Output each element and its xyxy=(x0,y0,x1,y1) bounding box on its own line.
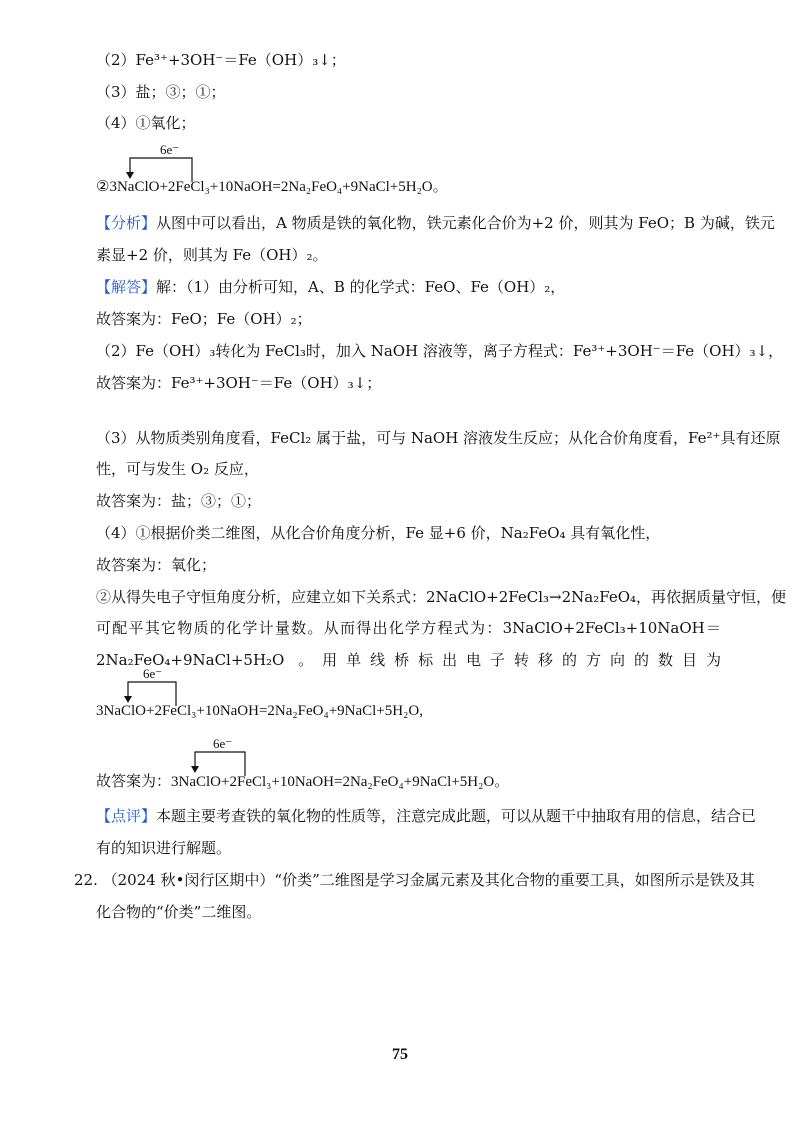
solution-line-12: 2Na₂FeO₄+9NaCl+5H₂O 。用单线桥标出电子转移的方向的数目为 xyxy=(96,651,721,669)
solution-line-9: 故答案为：氧化； xyxy=(96,556,217,574)
solution-tag: 【解答】 xyxy=(96,278,157,296)
solution-answer-line: 故答案为：3NaClO+2FeCl₃+10NaOH=2Na₂FeO₄+9NaCl+5H₂O。 xyxy=(96,772,510,790)
solution-line-11: 可配平其它物质的化学计量数。从而得出化学方程式为：3NaClO+2FeCl₃+10NaOH＝ xyxy=(96,619,721,637)
question-22-line-2: 化合物的“价类”二维图。 xyxy=(96,903,262,921)
electron-transfer-label: 6e⁻ xyxy=(143,666,163,681)
solution-line-8: （4）①根据价类二维图，从化合价角度分析，Fe 显+6 价，Na₂FeO₄ 具有氧化性， xyxy=(96,524,661,542)
solution-line-1: 【解答】解：（1）由分析可知，A、B 的化学式：FeO、Fe（OH）₂， xyxy=(96,278,566,296)
comment-line-1: 【点评】本题主要考查铁的氧化物的性质等，注意完成此题，可以从题干中抽取有用的信息，结合已 xyxy=(96,807,757,825)
solution-line-5: （3）从物质类别角度看，FeCl₂ 属于盐，可与 NaOH 溶液发生反应；从化合价角度看，Fe²⁺具有还原 xyxy=(96,429,781,447)
solution-line-10: ②从得失电子守恒角度分析，应建立如下关系式：2NaClO+2FeCl₃→2Na₂FeO₄，再依据质量守恒，便 xyxy=(96,588,787,606)
question-number: 22. xyxy=(74,871,98,889)
answer-line-4: （4）①氧化； xyxy=(96,114,196,132)
equation-2: 3NaClO+2FeCl₃+10NaOH=2Na₂FeO₄+9NaCl+5H₂O, xyxy=(96,703,423,719)
analysis-line-2: 素显+2 价，则其为 Fe（OH）₂。 xyxy=(96,246,328,264)
answer-line-3: （3）盐；③；①； xyxy=(96,83,226,101)
solution-line-2: 故答案为：FeO；Fe（OH）₂； xyxy=(96,310,312,328)
solution-line-7: 故答案为：盐；③；①； xyxy=(96,492,262,510)
equation-3: 3NaClO+2FeCl₃+10NaOH=2Na₂FeO₄+9NaCl+5H₂O。 xyxy=(171,774,510,790)
analysis-line-1: 【分析】从图中可以看出，A 物质是铁的氧化物，铁元素化合价为+2 价，则其为 FeO；B 为碱，铁元 xyxy=(96,214,775,232)
comment-line-2: 有的知识进行解题。 xyxy=(96,839,232,857)
answer-line-2: （2）Fe³⁺+3OH⁻＝Fe（OH）₃↓； xyxy=(96,51,346,69)
solution-line-6: 性，可与发生 O₂ 反应， xyxy=(96,460,259,478)
solution-line-3: （2）Fe（OH）₃转化为 FeCl₃时，加入 NaOH 溶液等，离子方程式：Fe³⁺+3OH⁻＝Fe（OH）₃↓， xyxy=(96,342,784,360)
analysis-tag: 【分析】 xyxy=(96,214,157,232)
page-number: 75 xyxy=(392,1046,408,1063)
comment-tag: 【点评】 xyxy=(96,807,157,825)
solution-line-4: 故答案为：Fe³⁺+3OH⁻＝Fe（OH）₃↓； xyxy=(96,374,382,392)
equation-1: ②3NaClO+2FeCl₃+10NaOH=2Na₂FeO₄+9NaCl+5H₂O。 xyxy=(96,179,448,195)
electron-transfer-label: 6e⁻ xyxy=(213,736,233,751)
question-22-line-1: 22. （2024 秋•闵行区期中）“价类”二维图是学习金属元素及其化合物的重要工具，如图所示是铁及其 xyxy=(74,871,755,889)
electron-transfer-label: 6e⁻ xyxy=(160,142,180,157)
